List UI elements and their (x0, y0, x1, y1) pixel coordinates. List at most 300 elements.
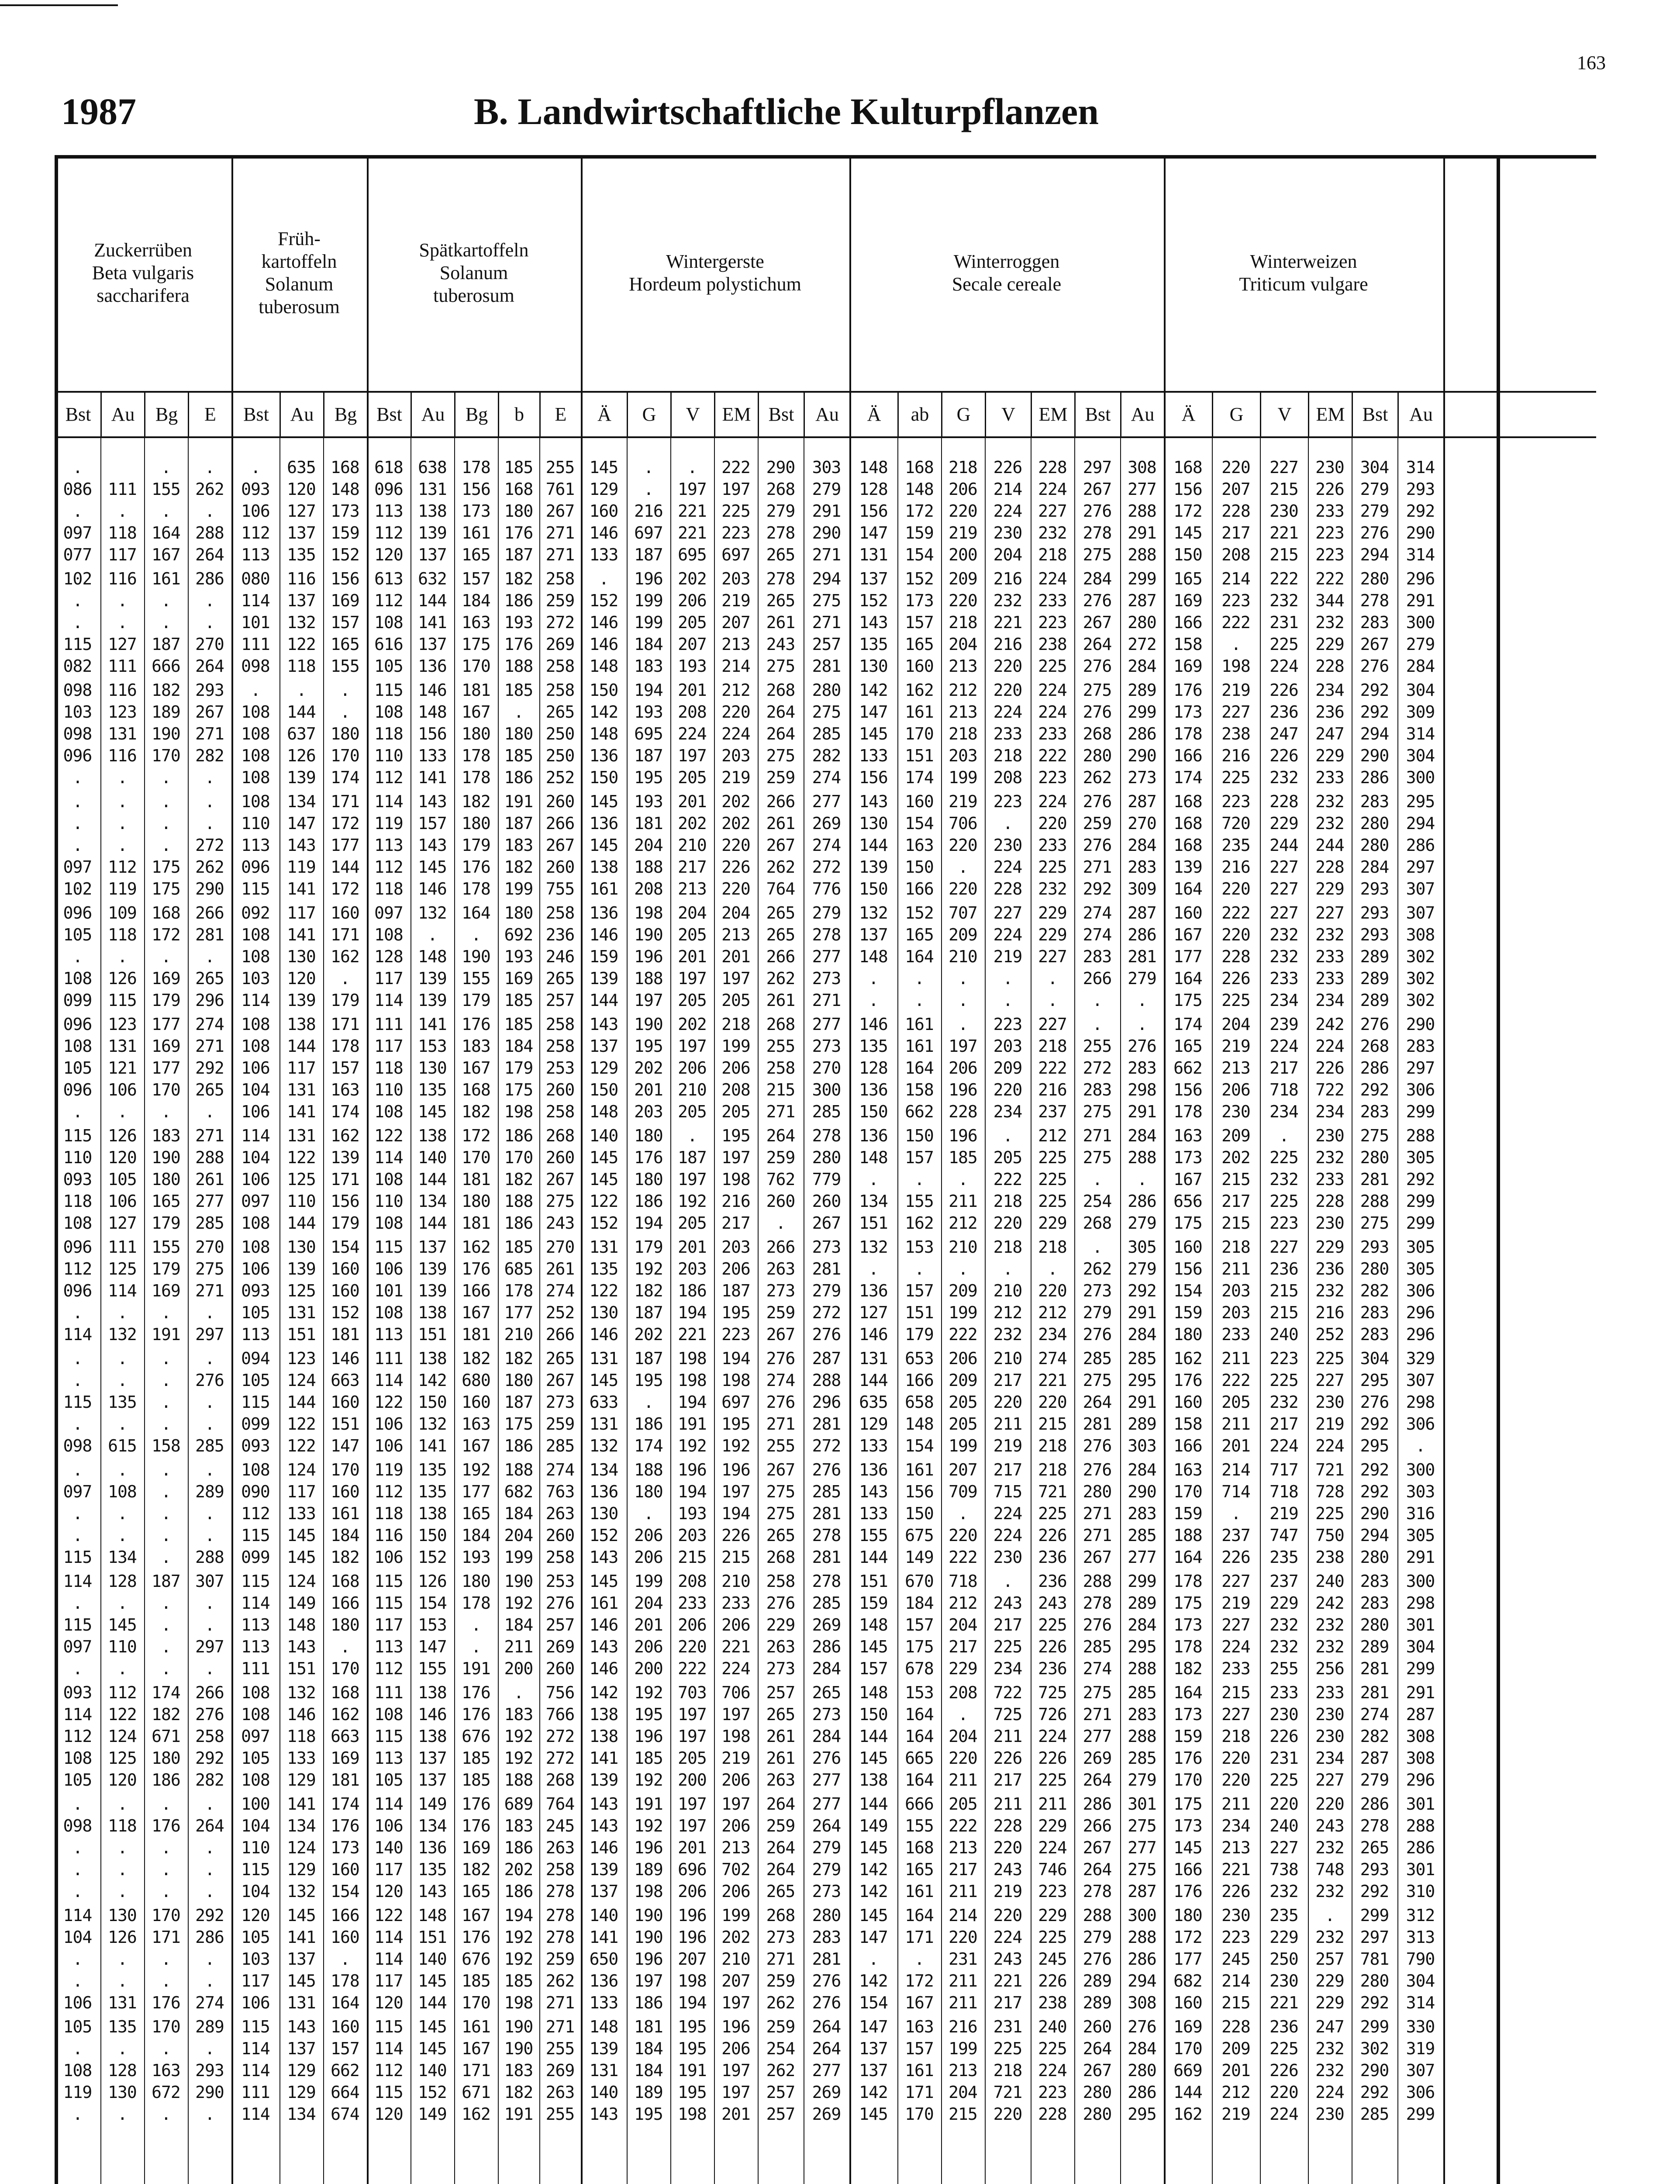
table-cell: 200 (678, 1770, 707, 1790)
table-cell: 279 (812, 903, 841, 923)
table-cell: 135 (418, 1460, 447, 1479)
table-cell: 093 (63, 1683, 92, 1702)
table-cell: 131 (108, 724, 137, 743)
table-cell: 145 (859, 724, 888, 743)
table-cell: 175 (152, 857, 180, 877)
table-cell: 269 (1083, 1749, 1112, 1768)
table-cell: 160 (331, 1482, 359, 1501)
table-cell: 155 (418, 1659, 447, 1678)
table-cell: 190 (634, 1906, 663, 1925)
table-cell: 117 (374, 1615, 403, 1635)
table-cell: 277 (812, 792, 841, 811)
table-cell: . (687, 1126, 697, 1145)
table-cell: 279 (812, 1281, 841, 1300)
table-cell: 176 (462, 1794, 490, 1814)
table-cell: . (205, 1393, 214, 1412)
table-cell: 766 (545, 1705, 575, 1724)
table-cell: 267 (1360, 635, 1389, 654)
table-cell: 672 (152, 2083, 180, 2102)
table-cell: 138 (859, 1770, 888, 1790)
table-cell: 146 (859, 1325, 888, 1344)
table-cell: 080 (241, 569, 270, 588)
table-cell: 114 (241, 2105, 270, 2124)
table-cell: 632 (418, 569, 447, 588)
table-cell: 145 (418, 1971, 447, 1990)
table-cell: 308 (1406, 1727, 1435, 1746)
table-cell: 121 (108, 1058, 137, 1078)
table-cell: 689 (504, 1794, 533, 1814)
table-cell: 152 (905, 569, 934, 588)
table-cell: 197 (721, 480, 750, 499)
table-cell: 120 (287, 969, 316, 988)
table-cell: 139 (589, 1860, 618, 1879)
table-cell: 229 (1038, 1816, 1067, 1835)
table-cell: 178 (331, 1971, 359, 1990)
table-cell: . (471, 1615, 481, 1635)
column-header: EM (1308, 393, 1352, 436)
table-cell: 278 (1360, 1816, 1389, 1835)
table-cell: . (117, 814, 127, 833)
table-cell (1443, 701, 1500, 723)
table-cell: 190 (634, 925, 663, 944)
table-cell: 187 (152, 635, 180, 654)
table-cell: 265 (766, 591, 795, 610)
table-cell: 224 (1038, 702, 1067, 722)
table-cell: 145 (859, 1838, 888, 1857)
table-cell: 230 (1315, 1126, 1344, 1145)
table-cell: 097 (63, 1482, 92, 1501)
table-cell (1443, 1904, 1500, 1927)
table-cell: 290 (1360, 1504, 1389, 1523)
table-cell: 163 (462, 613, 490, 632)
table-cell: 233 (1315, 768, 1344, 787)
table-cell: 234 (1315, 1102, 1344, 1121)
table-cell: 170 (462, 1148, 490, 1167)
column-header: Bst (1074, 393, 1120, 436)
table-cell: 169 (1173, 2017, 1202, 2036)
table-cell: 192 (721, 1436, 750, 1455)
table-cell: 206 (721, 2039, 750, 2058)
table-cell: 225 (1038, 1170, 1067, 1189)
table-cell: 127 (108, 635, 137, 654)
table-cell: 163 (1173, 1126, 1202, 1145)
table-cell: 259 (766, 768, 795, 787)
table-cell: 268 (766, 480, 795, 499)
table-cell: 165 (331, 635, 359, 654)
table-cell: 147 (331, 1436, 359, 1455)
table-cell: 271 (1083, 1705, 1112, 1724)
table-cell: 182 (504, 857, 533, 877)
table-cell: 138 (589, 857, 618, 877)
table-cell: 261 (195, 1170, 224, 1189)
table-cell: 676 (462, 1727, 490, 1746)
table-cell: 288 (1406, 1816, 1435, 1835)
table-cell: . (161, 2039, 171, 2058)
table-cell (1443, 1592, 1500, 1614)
table-cell: 162 (462, 2105, 490, 2124)
table-cell: 232 (1315, 1281, 1344, 1300)
table-cell: 220 (1221, 1749, 1250, 1768)
table-cell: 128 (108, 2061, 137, 2080)
table-cell: 122 (108, 1705, 137, 1724)
table-cell: 168 (152, 903, 180, 923)
table-cell: 302 (1406, 947, 1435, 966)
table-cell: . (72, 836, 83, 855)
table-cell: 143 (589, 1637, 618, 1656)
table-cell: 288 (1128, 545, 1156, 564)
table-cell: 106 (241, 1058, 270, 1078)
table-cell: 216 (1038, 1080, 1067, 1099)
table-cell: . (161, 613, 171, 632)
table-cell: 160 (1173, 1393, 1202, 1412)
table-cell: 139 (589, 969, 618, 988)
table-cell: 148 (859, 1615, 888, 1635)
table-row (55, 968, 1596, 990)
table-row (55, 478, 1596, 501)
table-cell: 113 (241, 836, 270, 855)
table-cell: 227 (1269, 458, 1298, 477)
table-cell: 205 (678, 768, 707, 787)
table-cell: 099 (241, 1414, 270, 1434)
table-cell: 141 (589, 1928, 618, 1947)
table-cell: 197 (678, 969, 707, 988)
table-cell: 114 (374, 792, 403, 811)
table-cell: 115 (241, 1393, 270, 1412)
table-cell: 790 (1406, 1949, 1435, 1969)
table-cell: . (117, 1349, 127, 1368)
table-cell: 143 (589, 1816, 618, 1835)
column-header: Bg (144, 393, 188, 436)
table-cell: 108 (63, 1749, 92, 1768)
table-cell: 230 (993, 1548, 1022, 1567)
table-cell: 242 (1315, 1015, 1344, 1034)
table-cell: 206 (721, 1816, 750, 1835)
column-header: Bst (231, 393, 279, 436)
table-cell: 291 (1128, 1303, 1156, 1322)
table-cell (1443, 1747, 1500, 1769)
table-cell: 307 (1406, 903, 1435, 923)
table-cell: 128 (859, 480, 888, 499)
table-cell: 709 (949, 1482, 977, 1501)
table-cell: 203 (949, 746, 977, 765)
table-cell: . (1003, 991, 1013, 1010)
table-cell: 285 (1083, 1637, 1112, 1656)
table-cell: 283 (1083, 947, 1112, 966)
table-cell: 202 (1221, 1148, 1250, 1167)
table-cell: 306 (1406, 2083, 1435, 2102)
table-cell: . (1048, 969, 1057, 988)
table-cell: 223 (1221, 1928, 1250, 1947)
table-cell: 132 (859, 903, 888, 923)
table-cell: 280 (1083, 1482, 1112, 1501)
table-cell: 172 (462, 1126, 490, 1145)
table-cell: 154 (905, 1436, 934, 1455)
table-cell: 170 (152, 2017, 180, 2036)
table-row (55, 1837, 1596, 1859)
table-cell: 149 (418, 1794, 447, 1814)
table-cell: 188 (1173, 1526, 1202, 1545)
table-cell: 292 (1083, 879, 1112, 898)
table-cell: 176 (1173, 681, 1202, 700)
table-cell: 301 (1406, 1794, 1435, 1814)
table-cell: 183 (634, 657, 663, 676)
table-cell: 225 (1315, 1349, 1344, 1368)
table-cell: 229 (1315, 1971, 1344, 1990)
table-cell: 160 (331, 1860, 359, 1879)
table-cell: 289 (1360, 1637, 1389, 1656)
table-cell: 290 (1360, 2061, 1389, 2080)
table-cell: 291 (1406, 1548, 1435, 1567)
table-cell: 211 (1221, 1794, 1250, 1814)
table-cell: 257 (545, 1615, 575, 1635)
table-cell: . (72, 1349, 83, 1368)
table-cell: 139 (287, 1259, 316, 1279)
table-cell: 275 (1128, 1816, 1156, 1835)
table-cell: 210 (949, 947, 977, 966)
table-cell: 226 (1221, 969, 1250, 988)
table-cell: . (205, 1860, 214, 1879)
table-cell: 120 (108, 1148, 137, 1167)
table-cell: 264 (766, 1860, 795, 1879)
table-cell: 260 (545, 1659, 575, 1678)
table-cell: 221 (1269, 1993, 1298, 2012)
table-cell: 131 (418, 480, 447, 499)
table-cell: 215 (1269, 545, 1298, 564)
table-cell: 276 (1083, 1615, 1112, 1635)
table-cell: 205 (949, 1414, 977, 1434)
table-cell: 113 (374, 1637, 403, 1656)
table-cell: 283 (1128, 1705, 1156, 1724)
table-cell: 117 (374, 969, 403, 988)
table-cell: 273 (545, 1393, 575, 1412)
table-cell: 280 (812, 1906, 841, 1925)
table-cell: 195 (678, 2039, 707, 2058)
table-cell: 103 (241, 1949, 270, 1969)
table-cell: 211 (993, 1794, 1022, 1814)
table-cell: 678 (905, 1659, 934, 1678)
table-cell: 229 (1038, 925, 1067, 944)
table-cell: 195 (721, 1303, 750, 1322)
table-cell: 184 (462, 1526, 490, 1545)
table-cell: 220 (1221, 925, 1250, 944)
table-cell: 283 (1360, 613, 1389, 632)
table-cell: 149 (287, 1593, 316, 1613)
table-cell: 638 (418, 458, 447, 477)
table-cell: 276 (1128, 2017, 1156, 2036)
table-cell: 230 (1269, 1971, 1298, 1990)
table-cell: 114 (374, 1928, 403, 1947)
table-cell: 258 (545, 903, 575, 923)
table-cell: 113 (374, 1325, 403, 1344)
table-cell: 136 (589, 746, 618, 765)
table-cell: 109 (108, 903, 137, 923)
table-cell: 108 (374, 1303, 403, 1322)
table-cell: 141 (418, 1436, 447, 1455)
table-cell: 728 (1315, 1482, 1344, 1501)
table-cell: 178 (462, 458, 490, 477)
table-cell: 222 (1221, 1371, 1250, 1390)
table-cell: 666 (152, 657, 180, 676)
table-cell: 213 (721, 1838, 750, 1857)
table-cell: 277 (812, 1015, 841, 1034)
table-cell: 108 (241, 947, 270, 966)
table-cell: 211 (993, 1727, 1022, 1746)
table-cell: 228 (993, 879, 1022, 898)
table-cell: 139 (287, 768, 316, 787)
table-cell: 143 (589, 2105, 618, 2124)
table-cell: 115 (374, 1593, 403, 1613)
table-cell: . (72, 1838, 83, 1857)
table-cell: 143 (589, 1015, 618, 1034)
table-cell: 288 (1128, 1727, 1156, 1746)
table-cell: 191 (504, 2105, 533, 2124)
table-cell: 156 (1173, 480, 1202, 499)
table-cell: 277 (812, 947, 841, 966)
table-cell: 215 (1221, 1993, 1250, 2012)
table-cell: 143 (859, 1482, 888, 1501)
table-cell: 270 (812, 1058, 841, 1078)
table-cell: 160 (331, 1393, 359, 1412)
table-cell: 158 (1173, 635, 1202, 654)
table-cell: 180 (504, 903, 533, 923)
table-row (55, 1459, 1596, 1481)
table-cell: 192 (504, 1928, 533, 1947)
table-cell: 161 (589, 1593, 618, 1613)
table-cell: . (205, 1794, 214, 1814)
table-cell: . (205, 501, 214, 521)
table-cell: 229 (1038, 1906, 1067, 1925)
table-cell: 194 (634, 681, 663, 700)
table-cell: 259 (766, 1148, 795, 1167)
table-cell: 221 (678, 523, 707, 543)
table-cell: 280 (1360, 1971, 1389, 1990)
table-cell: 226 (1269, 746, 1298, 765)
table-cell: 168 (905, 1838, 934, 1857)
table-cell: 157 (418, 814, 447, 833)
table-cell: 268 (1083, 724, 1112, 743)
table-cell: 258 (545, 1860, 575, 1879)
table-cell: 150 (859, 1705, 888, 1724)
table-cell: 215 (949, 2105, 977, 2124)
table-cell: 219 (1221, 1037, 1250, 1056)
table-cell: 110 (287, 1192, 316, 1211)
table-cell: 264 (766, 1794, 795, 1814)
table-cell: 185 (949, 1148, 977, 1167)
table-cell: . (117, 1860, 127, 1879)
table-cell (1443, 522, 1500, 544)
table-cell: . (205, 792, 214, 811)
table-cell: 120 (241, 1906, 270, 1925)
table-cell: . (1003, 1259, 1013, 1279)
table-cell: 137 (287, 2039, 316, 2058)
table-cell: 124 (287, 1371, 316, 1390)
table-cell: 260 (545, 1080, 575, 1099)
table-cell: 112 (374, 523, 403, 543)
table-cell: 230 (1315, 2105, 1344, 2124)
table-cell: 145 (287, 1971, 316, 1990)
table-cell: 130 (418, 1058, 447, 1078)
table-cell: 203 (721, 1237, 750, 1257)
table-cell: 141 (418, 768, 447, 787)
table-cell: 178 (1173, 1102, 1202, 1121)
table-cell: 168 (1173, 458, 1202, 477)
table-cell: 286 (1128, 2083, 1156, 2102)
table-cell: 224 (721, 1659, 750, 1678)
table-cell: 293 (195, 2061, 224, 2080)
table-cell: 299 (1406, 1192, 1435, 1211)
table-cell: 160 (905, 792, 934, 811)
table-cell: 168 (504, 480, 533, 499)
table-cell: 221 (993, 613, 1022, 632)
table-cell: 295 (1360, 1436, 1389, 1455)
table-cell (1443, 2060, 1500, 2082)
table-cell: 145 (589, 1371, 618, 1390)
table-row (55, 1926, 1596, 1949)
table-cell: 186 (504, 768, 533, 787)
table-cell: 281 (1360, 1683, 1389, 1702)
table-cell: 132 (287, 1683, 316, 1702)
table-cell: 112 (374, 591, 403, 610)
table-cell (1443, 1258, 1500, 1280)
table-cell (1443, 812, 1500, 835)
table-cell: 117 (374, 1037, 403, 1056)
table-cell: 299 (1128, 702, 1156, 722)
table-cell: 715 (993, 1482, 1022, 1501)
table-cell: 173 (331, 1838, 359, 1857)
table-cell: 275 (766, 1482, 795, 1501)
table-cell: 187 (152, 1572, 180, 1591)
table-cell: 290 (195, 879, 224, 898)
row-group (55, 1236, 1596, 1348)
table-cell: 131 (859, 545, 888, 564)
table-cell (100, 456, 144, 479)
table-cell: 288 (195, 523, 224, 543)
table-cell: 271 (766, 1102, 795, 1121)
table-cell: . (914, 969, 924, 988)
table-cell: 266 (766, 947, 795, 966)
table-cell: 291 (1128, 1102, 1156, 1121)
table-cell: 177 (152, 1015, 180, 1034)
table-cell: 122 (287, 1148, 316, 1167)
table-cell: . (958, 1259, 968, 1279)
table-cell: 208 (949, 1683, 977, 1702)
table-cell: 228 (1038, 2105, 1067, 2124)
column-header: Au (411, 393, 454, 436)
table-cell: . (161, 1860, 171, 1879)
table-cell: 288 (1360, 1192, 1389, 1211)
table-cell: 274 (1038, 1349, 1067, 1368)
table-cell: 266 (545, 1325, 575, 1344)
table-cell: 284 (1128, 1325, 1156, 1344)
table-cell: 110 (241, 814, 270, 833)
table-cell (1443, 856, 1500, 878)
table-cell: 295 (1128, 1637, 1156, 1656)
table-cell (1443, 1147, 1500, 1169)
table-cell: 138 (287, 1015, 316, 1034)
table-cell: 271 (1083, 1504, 1112, 1523)
table-cell: 278 (1083, 1593, 1112, 1613)
table-cell: 190 (634, 1928, 663, 1947)
table-cell: 195 (678, 2083, 707, 2102)
table-cell: 112 (374, 857, 403, 877)
table-cell: 281 (195, 925, 224, 944)
table-cell: 217 (993, 1460, 1022, 1479)
table-cell: 145 (589, 1148, 618, 1167)
column-divider (1074, 391, 1075, 2184)
table-cell: 761 (545, 480, 575, 499)
table-cell: 202 (504, 1860, 533, 1879)
table-cell: 203 (993, 1037, 1022, 1056)
